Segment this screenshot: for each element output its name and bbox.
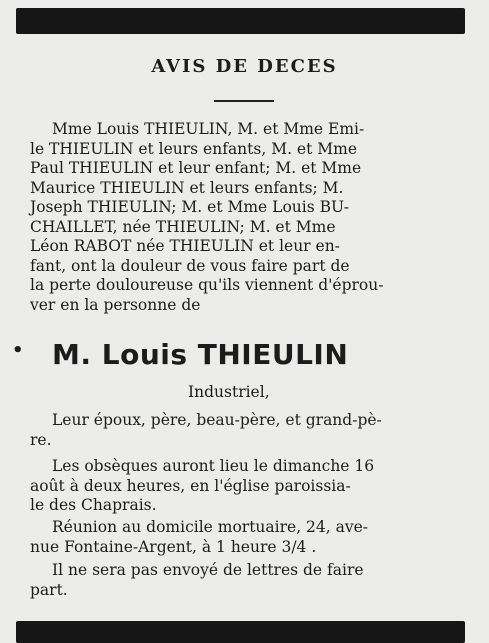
paragraph-line: Les obsèques auront lieu le dimanche 16 <box>52 457 375 475</box>
announcement-line: Maurice THIEULIN et leurs enfants; M. <box>30 178 344 197</box>
heading-divider <box>214 100 274 102</box>
bottom-black-rule <box>16 621 465 643</box>
announcement-line: Joseph THIEULIN; M. et Mme Louis BU- <box>30 198 350 216</box>
announcement-line: CHAILLET, née THIEULIN; M. et Mme <box>30 217 336 236</box>
paragraph-line: Leur époux, père, beau-père, et grand-pè- <box>52 411 382 429</box>
announcement-line: Léon RABOT née THIEULIN et leur en- <box>30 237 340 255</box>
no-letters-paragraph <box>30 561 470 600</box>
bullet-mark: • <box>12 340 25 361</box>
meeting-paragraph <box>30 518 470 557</box>
announcement-line: ver en la personne de <box>30 295 201 314</box>
deceased-name: M. Louis THIEULIN <box>52 338 349 371</box>
announcement-line: le THIEULIN et leurs enfants, M. et Mme <box>30 139 357 158</box>
announcement-line: Mme Louis THIEULIN, M. et Mme Emi- <box>52 120 365 138</box>
funeral-paragraph <box>30 457 470 516</box>
paragraph-line: le des Chaprais. <box>30 496 157 514</box>
occupation: Industriel, <box>188 383 270 401</box>
paragraph-line: re. <box>30 430 52 449</box>
family-relations-paragraph <box>30 411 470 450</box>
announcement-line: fant, ont la douleur de vous faire part de <box>30 256 350 275</box>
paragraph-line: Il ne sera pas envoyé de lettres de faire <box>52 561 364 579</box>
announcement-paragraph <box>30 120 470 315</box>
paragraph-line: Réunion au domicile mortuaire, 24, ave- <box>52 518 369 536</box>
paragraph-line: part. <box>30 580 68 599</box>
announcement-line: la perte douloureuse qu'ils viennent d'éprou- <box>30 276 384 294</box>
paragraph-line: nue Fontaine-Argent, à 1 heure 3/4 . <box>30 537 317 556</box>
top-black-rule <box>16 8 465 34</box>
notice-heading: AVIS DE DECES <box>151 56 338 77</box>
announcement-line: Paul THIEULIN et leur enfant; M. et Mme <box>30 159 362 177</box>
paragraph-line: août à deux heures, en l'église paroissia- <box>30 476 351 495</box>
